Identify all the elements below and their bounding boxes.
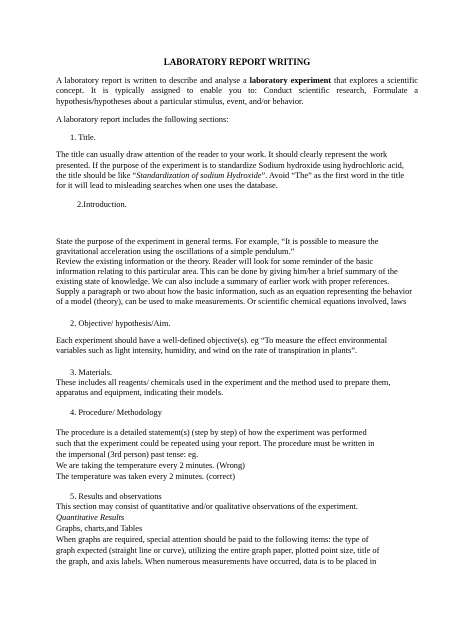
introduction-line-5: existing state of knowledge. We can also include a summary of earlier work with proper references. bbox=[56, 277, 390, 286]
sections-intro: A laboratory report includes the following sections: bbox=[56, 115, 229, 124]
results-subheading-quantitative: Quantitative Results bbox=[56, 513, 125, 522]
section-heading-introduction: 2.Introduction. bbox=[77, 200, 127, 209]
introduction-line-1: State the purpose of the experiment in general terms. For example, “It is possible to measure the bbox=[56, 237, 379, 246]
intro-line-2: concept. It is typically assigned to enable you to: Conduct scientific research, Formulate a bbox=[56, 86, 418, 95]
section-heading-materials: 3. Materials. bbox=[70, 368, 113, 377]
intro-line-1: A laboratory report is written to describe and analyse a laboratory experiment that explores a scientific bbox=[56, 76, 418, 85]
introduction-line-3: Review the existing information or the theory. Reader will look for some reminder of the basic bbox=[56, 257, 374, 266]
procedure-line-1: The procedure is a detailed statement(s) (step by step) of how the experiment was performed bbox=[56, 428, 367, 437]
title-para-line-3: the title should be like “Standardization of sodium Hydroxide”. Avoid “The” as the first word in the title bbox=[56, 171, 405, 180]
section-heading-title: 1. Title. bbox=[70, 133, 96, 142]
materials-line-1: These includes all reagents/ chemicals used in the experiment and the method used to prepare them, bbox=[56, 378, 391, 387]
results-line-6: the graph, and axis labels. When numerous measurements have occurred, data is to be placed in bbox=[56, 557, 377, 566]
materials-line-2: apparatus and equipment, indicating their models. bbox=[56, 388, 224, 397]
section-heading-objective: 2. Objective/ hypothesis/Aim. bbox=[70, 319, 171, 328]
intro-line-3: hypothesis/hypotheses about a particular stimulus, event, and/or behavior. bbox=[56, 97, 304, 106]
objective-line-1: Each experiment should have a well-defined objective(s). eg “To measure the effect environmental bbox=[56, 336, 388, 345]
section-heading-results: 5. Results and observations bbox=[70, 492, 162, 501]
results-line-4: When graphs are required, special attention should be paid to the following items: the type of bbox=[56, 535, 369, 544]
procedure-example-wrong: We are taking the temperature every 2 minutes. (Wrong) bbox=[56, 461, 245, 470]
introduction-line-7: of a model (theory), can be used to make measurements. Or scientific chemical equations involved, laws bbox=[56, 297, 407, 306]
objective-line-2: variables such as light intensity, humidity, and wind on the rate of transpiration in plants”. bbox=[56, 346, 358, 355]
results-line-1: This section may consist of quantitative and/or qualitative observations of the experiment. bbox=[56, 502, 358, 511]
introduction-line-6: Supply a paragraph or two about how the basic information, such as an equation representing the behavior bbox=[56, 287, 413, 296]
title-para-line-4: for it will lead to misleading searches when one uses the database. bbox=[56, 181, 278, 190]
section-heading-procedure: 4. Procedure/ Methodology bbox=[70, 408, 162, 417]
procedure-example-correct: The temperature was taken every 2 minutes. (correct) bbox=[56, 472, 236, 481]
procedure-line-3: the impersonal (3rd person) past tense: eg. bbox=[56, 450, 199, 459]
procedure-line-2: such that the experiment could be repeated using your report. The procedure must be written in bbox=[56, 439, 375, 448]
introduction-line-4: information relating to this particular area. This can be done by giving him/her a brief summary of the bbox=[56, 267, 398, 276]
results-subheading-graphs: Graphs, charts,and Tables bbox=[56, 524, 143, 533]
title-para-line-2: presented. If the purpose of the experiment is to standardize Sodium hydroxide using hydrochloric acid, bbox=[56, 161, 404, 170]
introduction-line-2: gravitational acceleration using the oscillations of a simple pendulum.” bbox=[56, 247, 295, 256]
document-title: LABORATORY REPORT WRITING bbox=[163, 57, 311, 67]
title-para-line-1: The title can usually draw attention of the reader to your work. It should clearly represent the work bbox=[56, 150, 388, 159]
results-line-5: graph expected (straight line or curve), utilizing the entire graph paper, plotted point size, title of bbox=[56, 546, 380, 555]
